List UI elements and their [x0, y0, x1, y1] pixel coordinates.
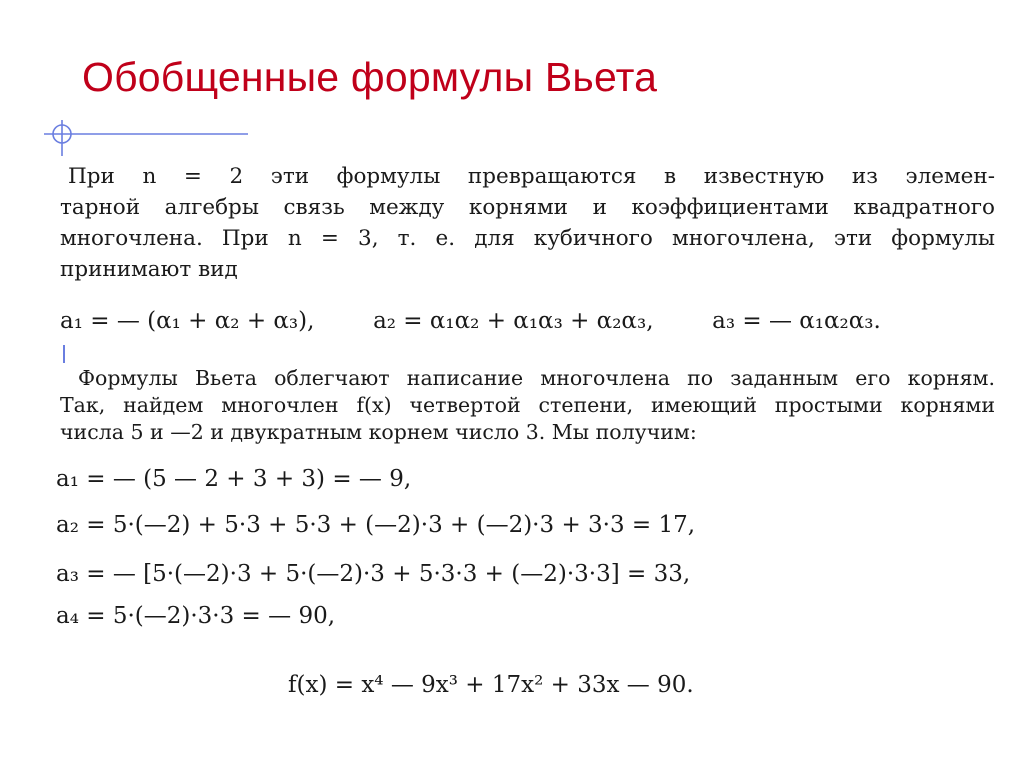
crosshair-decoration	[40, 118, 250, 158]
equation-a1: a₁ = — (5 — 2 + 3 + 3) = — 9,	[56, 466, 412, 492]
equation-a2: a₂ = 5·(—2) + 5·3 + 5·3 + (—2)·3 + (—2)·3 + 3·3 = 17,	[56, 512, 696, 538]
text-line: принимают вид	[60, 257, 238, 282]
margin-mark	[63, 345, 65, 363]
cubic-vieta-formulas	[60, 308, 881, 334]
text-line: числа 5 и —2 и двукратным корнем число 3. Мы получим:	[60, 420, 697, 444]
text-line: многочлена. При n = 3, т. е. для кубичного многочлена, эти формулы	[60, 226, 995, 251]
slide-title: Обобщенные формулы Вьета	[82, 54, 658, 100]
formula-a1-cubic: a₁ = — (α₁ + α₂ + α₃),	[60, 308, 315, 334]
formula-a2-cubic: a₂ = α₁α₂ + α₁α₃ + α₂α₃,	[373, 308, 654, 334]
text-line: тарной алгебры связь между корнями и коэффициентами квадратного	[60, 195, 995, 220]
formula-a3-cubic: a₃ = — α₁α₂α₃.	[712, 308, 881, 334]
text-line: Так, найдем многочлен f(x) четвертой степени, имеющий простыми корнями	[60, 393, 995, 417]
paragraph-intro	[60, 161, 995, 285]
equation-a4: a₄ = 5·(—2)·3·3 = — 90,	[56, 603, 336, 629]
equation-polynomial: f(x) = x⁴ — 9x³ + 17x² + 33x — 90.	[288, 672, 694, 698]
paragraph-example	[60, 365, 995, 446]
text-line: Формулы Вьета облегчают написание многочлена по заданным его корням.	[78, 366, 995, 390]
text-line: При n = 2 эти формулы превращаются в известную из элемен-	[68, 164, 995, 189]
equation-a3: a₃ = — [5·(—2)·3 + 5·(—2)·3 + 5·3·3 + (—2)·3·3] = 33,	[56, 561, 691, 587]
